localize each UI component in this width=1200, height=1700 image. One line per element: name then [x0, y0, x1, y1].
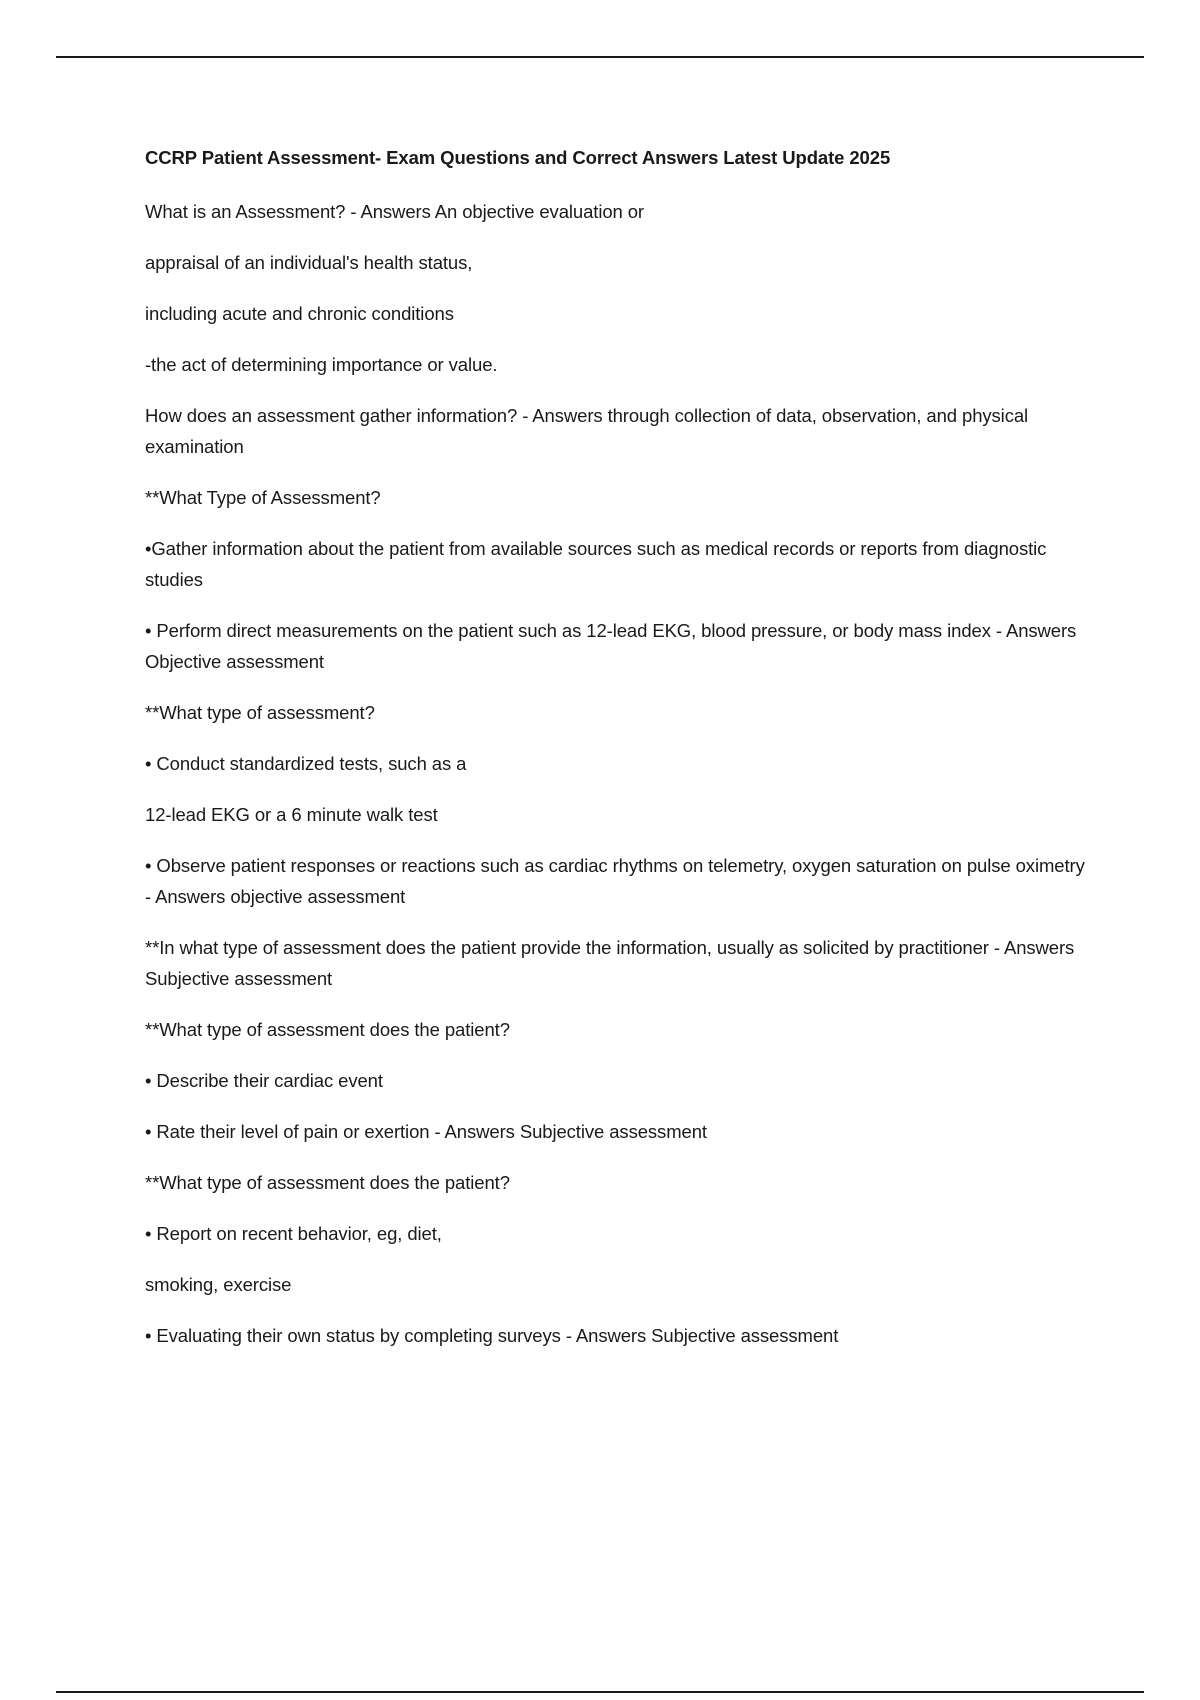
- paragraph: •Gather information about the patient from available sources such as medical records or reports from diagnostic studies: [145, 538, 1047, 590]
- paragraph: • Rate their level of pain or exertion - Answers Subjective assessment: [145, 1121, 707, 1142]
- paragraph: • Perform direct measurements on the patient such as 12-lead EKG, blood pressure, or body mass index - Answers Objective assessment: [145, 620, 1077, 672]
- document-body: [145, 146, 1090, 1371]
- paragraph: What is an Assessment? - Answers An objective evaluation or: [145, 201, 644, 222]
- paragraph: **What type of assessment does the patient?: [145, 1172, 510, 1193]
- header-rule: [56, 56, 1144, 58]
- paragraph: **In what type of assessment does the patient provide the information, usually as solicited by practitioner - Answers Subjective assessment: [145, 937, 1075, 989]
- footer-rule: [56, 1691, 1144, 1693]
- paragraph: **What Type of Assessment?: [145, 487, 381, 508]
- paragraph: 12-lead EKG or a 6 minute walk test: [145, 804, 438, 825]
- paragraph: **What type of assessment?: [145, 702, 375, 723]
- paragraph: -the act of determining importance or value.: [145, 354, 498, 375]
- paragraph: appraisal of an individual's health status,: [145, 252, 473, 273]
- document-title: CCRP Patient Assessment- Exam Questions and Correct Answers Latest Update 2025: [145, 147, 891, 168]
- paragraph: **What type of assessment does the patient?: [145, 1019, 510, 1040]
- paragraph: • Evaluating their own status by completing surveys - Answers Subjective assessment: [145, 1325, 839, 1346]
- paragraph: • Describe their cardiac event: [145, 1070, 383, 1091]
- paragraph: • Report on recent behavior, eg, diet,: [145, 1223, 442, 1244]
- paragraph: including acute and chronic conditions: [145, 303, 454, 324]
- paragraph: • Conduct standardized tests, such as a: [145, 753, 467, 774]
- paragraph: • Observe patient responses or reactions such as cardiac rhythms on telemetry, oxygen saturation on pulse oximetry - Answers objective assessment: [145, 855, 1085, 907]
- paragraph: How does an assessment gather information? - Answers through collection of data, observation, and physical examination: [145, 405, 1029, 457]
- paragraph: smoking, exercise: [145, 1274, 292, 1295]
